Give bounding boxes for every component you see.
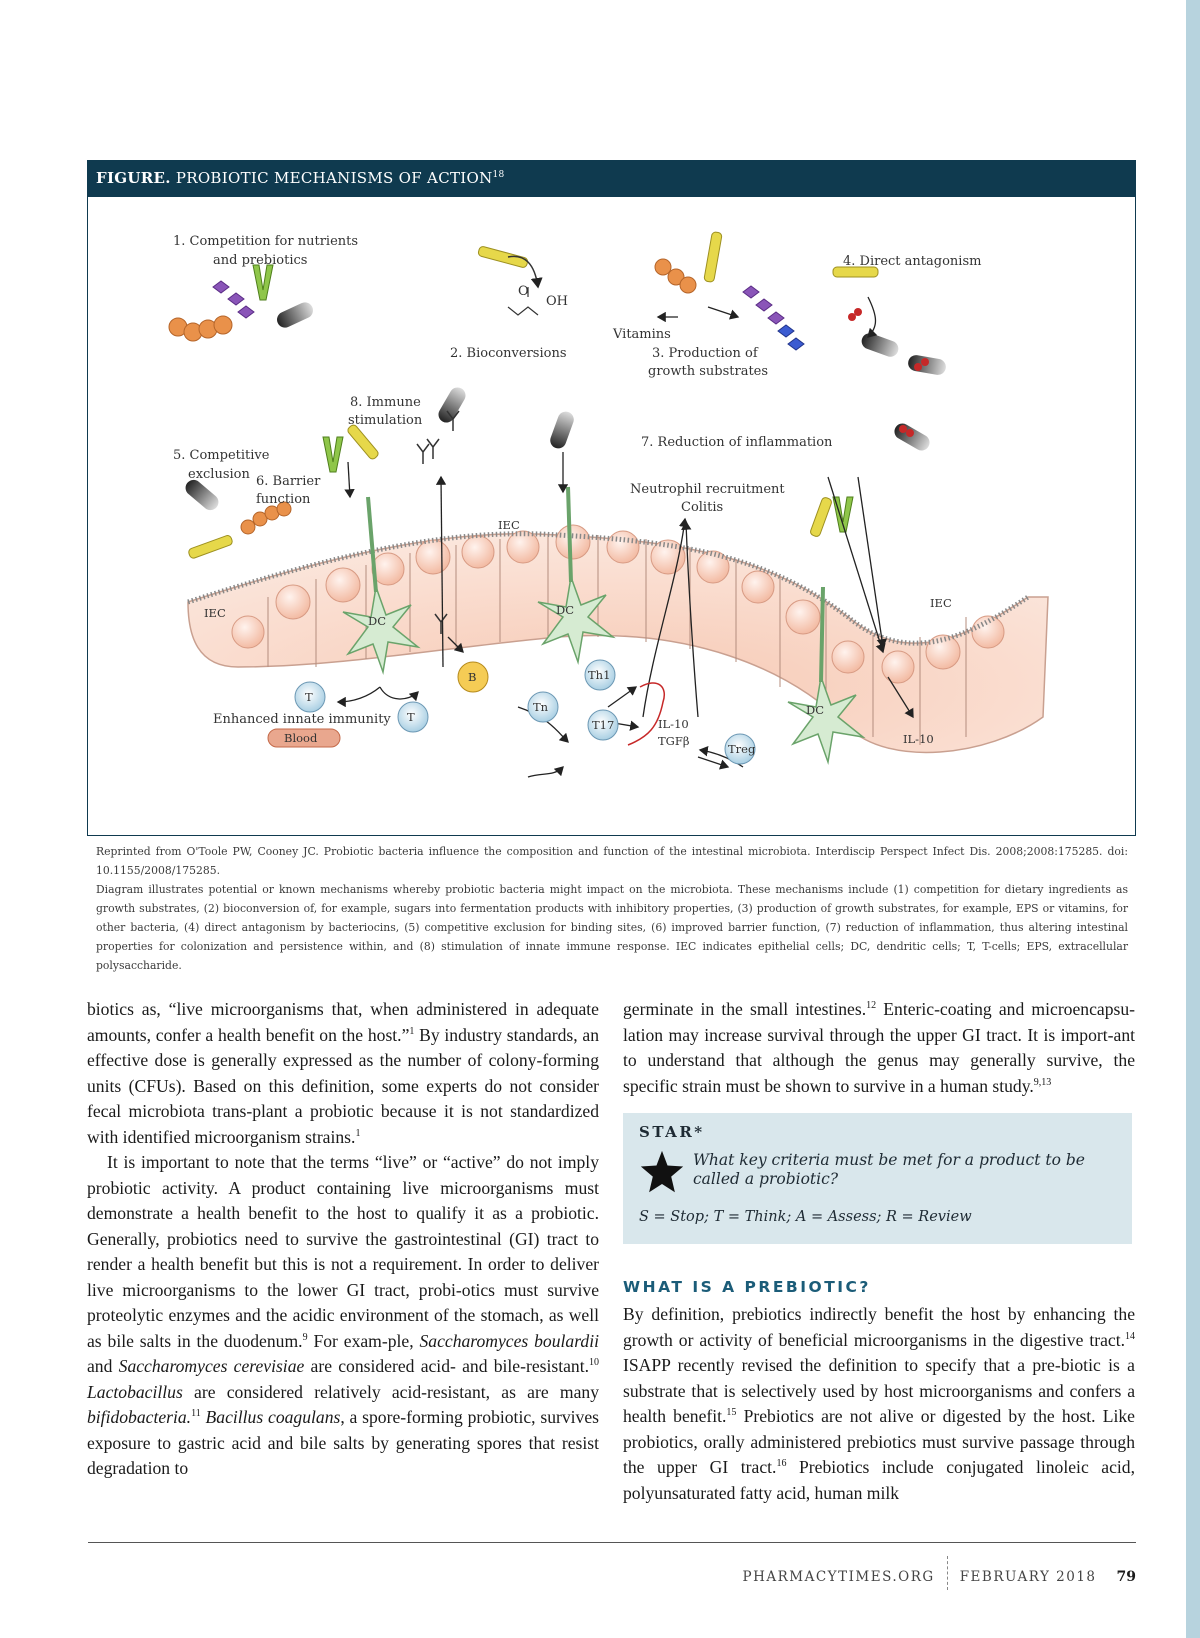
- label-iec-right: IEC: [930, 596, 952, 610]
- paragraph: [87, 1150, 599, 1482]
- citation: 11: [191, 1408, 201, 1420]
- text-run: , a spore-forming probiotic, survives exposure to gastric acid and bile salts by generating spores that resist degradation to: [87, 1407, 599, 1478]
- label-dc-3: DC: [806, 703, 825, 717]
- citation: 9,13: [1033, 1076, 1052, 1088]
- text-run: are considered acid- and bile-resistant.: [304, 1356, 589, 1376]
- figure-diagram: [87, 196, 1136, 836]
- text-run: By industry standards, an effective dose is generally expressed as the number of colony-forming units (CFUs). Based on this definition, some experts do not consider fecal microbiota trans-plant a probiotic because it is not standardized with identified microorganism strains.: [87, 1024, 599, 1147]
- section-heading: WHAT IS A PREBIOTIC?: [623, 1278, 871, 1296]
- citation: 15: [726, 1407, 737, 1419]
- citation: 16: [776, 1458, 787, 1470]
- page-edge-stripe: [1186, 0, 1200, 1638]
- text-run: For exam-ple,: [307, 1330, 420, 1351]
- label-dc-2: DC: [556, 603, 575, 617]
- label-blood: Blood: [284, 731, 318, 745]
- label-barrier: 6. Barrier: [256, 474, 321, 489]
- text-run: Prebiotics are not alive or digested by the host. Like probiotics, orally administered prebiotics must survive passage through the upper GI tract.: [623, 1406, 1135, 1477]
- text-run: biotics as, “live microorganisms that, when administered in adequate amounts, confer a health benefit on the host.”: [87, 999, 599, 1045]
- label-bioconversions: 2. Bioconversions: [450, 346, 567, 361]
- page-number: 79: [1116, 1569, 1136, 1585]
- label-production-2: growth substrates: [648, 364, 769, 379]
- text-run: ISAPP recently revised the definition to specify that a pre-biotic is a substrate that is selectively used by host microorganisms and confers a health benefit.: [623, 1355, 1135, 1426]
- star-key: S = Stop; T = Think; A = Assess; R = Review: [639, 1209, 972, 1225]
- species-name: Saccharomyces boulardii: [419, 1330, 599, 1351]
- label-vitamins: Vitamins: [613, 327, 671, 342]
- label-oh: OH: [546, 294, 568, 309]
- label-inflammation: 7. Reduction of inflammation: [641, 435, 833, 450]
- page-footer: [743, 1560, 1137, 1594]
- probiotic-mechanisms-diagram: [88, 197, 1134, 834]
- label-competition: 1. Competition for nutrients: [173, 234, 359, 249]
- body-column-right-lower: [623, 1302, 1135, 1506]
- text-run: and: [87, 1356, 119, 1376]
- label-tgfb: TGFβ: [658, 734, 690, 748]
- citation: 12: [866, 1000, 877, 1012]
- label-exclusion: exclusion: [188, 467, 250, 482]
- label-il10-right: IL-10: [903, 732, 934, 746]
- label-competition-2: and prebiotics: [213, 253, 308, 268]
- figure-label: FIGURE.: [96, 169, 171, 187]
- citation: 1: [355, 1127, 361, 1139]
- label-o: O: [518, 284, 529, 299]
- star-icon: [639, 1149, 685, 1195]
- paragraph: [623, 1302, 1135, 1506]
- citation: 1: [409, 1025, 415, 1037]
- figure-ref: 18: [492, 170, 505, 180]
- citation: 14: [1125, 1330, 1135, 1342]
- label-production: 3. Production of: [652, 346, 758, 361]
- footer-site: PHARMACYTIMES.ORG: [742, 1569, 935, 1585]
- nutrient-molecules: [169, 232, 878, 560]
- text-run: Enteric-coating and microencapsu-lation may increase survival through the upper GI tract. It is import-ant to understand that although the genus may generally survive, the specific strain must be shown to survive in a human study.: [623, 999, 1135, 1096]
- species-name: Lactobacillus: [87, 1381, 183, 1402]
- label-tn: Tn: [533, 700, 549, 714]
- label-innate: Enhanced innate immunity: [213, 712, 391, 727]
- text-run: germinate in the small intestines.: [623, 999, 867, 1019]
- caption-description: Diagram illustrates potential or known mechanisms whereby probiotic bacteria might impact on the microbiota. These mechanisms include (1) competition for dietary ingredients as growth substrates, (2) bioconversion of, for example, sugars into fermentation products with inhibitory properties, (3) production of growth substrates, for example, EPS or vitamins, for other bacteria, (4) direct antagonism by bacteriocins, (5) competitive exclusion for binding sites, (6) improved barrier function, (7) reduction of inflammation, thus altering intestinal properties for colonization and persistence within, and (8) stimulation of innate immune response. IEC indicates epithelial cells; DC, dendritic cells; T, T-cells; EPS, extracellular polysaccharide.: [96, 883, 1128, 972]
- text-run: It is important to note that the terms “live” or “active” do not imply probiotic activity. A product containing live microorganisms must demonstrate a health benefit to the host to qualify it as a probiotic. Generally, probiotics need to survive the gastrointestinal (GI) tract to render a health benefit but this is not a requirement. In order to deliver live microorganisms to the lower GI tract, probi-otics must survive proteolytic enzymes and the acidic environment of the stomach, as well as bile salts in the duodenum.: [87, 1152, 599, 1351]
- label-th1: Th1: [588, 668, 611, 682]
- star-callout-box: [623, 1113, 1132, 1244]
- species-name: Bacillus coagulans: [200, 1407, 341, 1427]
- label-treg: Treg: [728, 742, 756, 756]
- label-colitis: Colitis: [681, 500, 724, 515]
- caption-reference: Reprinted from O'Toole PW, Cooney JC. Probiotic bacteria influence the composition and function of the intestinal microbiota. Interdiscip Perspect Infect Dis. 2008;2008:175285. doi: 10.1155/2008/175285.: [96, 845, 1128, 877]
- text-run: By definition, prebiotics indirectly benefit the host by enhancing the growth or activity of beneficial microorganisms in the digestive tract.: [623, 1304, 1135, 1350]
- label-t-2: T: [407, 710, 415, 724]
- figure-caption: [96, 842, 1128, 975]
- label-dc-1: DC: [368, 614, 387, 628]
- label-il10-left: IL-10: [658, 717, 689, 731]
- label-stimulation: stimulation: [348, 413, 423, 428]
- label-b: B: [468, 670, 477, 684]
- label-t17: T17: [592, 718, 615, 732]
- text-run: are considered relatively acid-resistant, as are many: [182, 1381, 599, 1402]
- figure-title: PROBIOTIC MECHANISMS OF ACTION: [170, 169, 493, 187]
- star-question: What key criteria must be met for a product to be called a probiotic?: [693, 1151, 1085, 1188]
- label-antagonism: 4. Direct antagonism: [843, 254, 982, 269]
- footer-date: FEBRUARY 2018: [959, 1569, 1097, 1585]
- label-neutrophil: Neutrophil recruitment: [630, 482, 785, 497]
- citation: 9: [302, 1331, 308, 1343]
- text-run: Prebiotics include conjugated linoleic acid, polyunsaturated fatty acid, human milk: [623, 1457, 1136, 1503]
- paragraph: [623, 997, 1135, 1099]
- footer-divider: [947, 1556, 948, 1590]
- label-barrier-2: function: [256, 492, 311, 507]
- label-t-1: T: [305, 690, 313, 704]
- label-iec-left: IEC: [204, 606, 226, 620]
- label-competitive: 5. Competitive: [173, 448, 270, 463]
- label-immune: 8. Immune: [350, 395, 421, 410]
- star-title: STAR*: [639, 1123, 705, 1141]
- citation: 10: [589, 1357, 599, 1369]
- species-name: bifidobacteria.: [87, 1407, 192, 1427]
- footer-rule: [88, 1542, 1136, 1543]
- body-column-right: [623, 997, 1135, 1099]
- label-iec-mid: IEC: [498, 518, 520, 532]
- paragraph: [87, 997, 599, 1150]
- body-column-left: [87, 997, 599, 1482]
- species-name: Saccharomyces cerevisiae: [118, 1356, 305, 1376]
- figure-title-bar: [87, 160, 1136, 196]
